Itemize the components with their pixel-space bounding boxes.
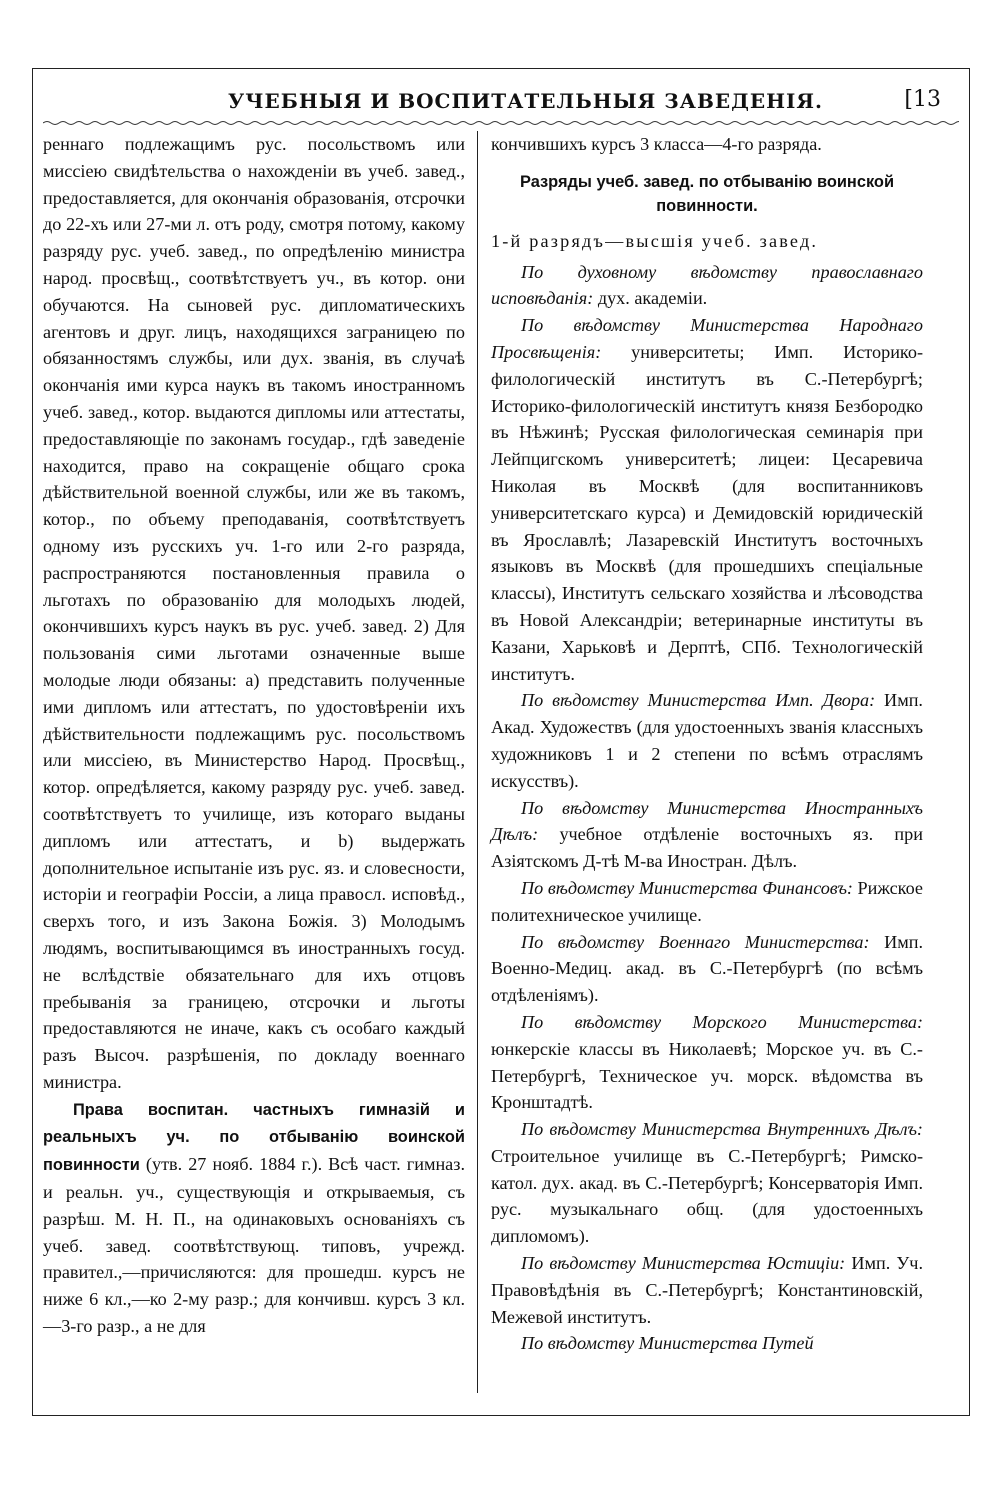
ministry-item xyxy=(491,312,923,687)
ministry-name: По вѣдомству Военнаго Министерства: xyxy=(521,931,870,952)
column-divider xyxy=(477,131,478,1393)
ministry-item xyxy=(491,1330,923,1357)
ministry-institutions: учебное отдѣленіе восточныхъ яз. при Азіятскомъ Д-тѣ М-ва Иностран. Дѣлъ. xyxy=(491,824,923,872)
ministry-institutions: университеты; Имп. Историко-филологическій институтъ въ С.-Петербургѣ; Историко-филологическій институтъ князя Безбородко въ Нѣжинѣ; Русская филологическая семинарія при Лейпцигскомъ университетѣ; лицеи: Цесаревича Николая въ Москвѣ (для воспитанниковъ университетскаго курса) и Демидовскій юридическій въ Ярославлѣ; Лазаревскій Институтъ восточныхъ языковъ въ Москвѣ (для прошедшихъ спеціальные классы), Институтъ сельскаго хозяйства и лѣсоводства въ Новой Александріи; ветеринарные институты въ Казани, Харьковѣ и Дерптѣ, СПб. Технологическій институтъ. xyxy=(491,341,923,684)
ministry-institutions: Имп. Уч. Правовѣдѣнія въ С.-Петербургѣ; Константиновскій, Межевой институтъ. xyxy=(491,1253,924,1327)
right-column xyxy=(491,131,923,1357)
ministry-item xyxy=(491,795,923,875)
ministry-item xyxy=(491,1250,923,1330)
left-column xyxy=(43,131,465,1340)
ministry-list xyxy=(491,259,923,1358)
ministry-name: По вѣдомству Министерства Финансовъ: xyxy=(521,877,853,898)
category-heading: 1-й разрядъ—высшія учеб. завед. xyxy=(491,230,819,251)
ministry-item xyxy=(491,1116,923,1250)
ministry-item xyxy=(491,1009,923,1116)
running-title: УЧЕБНЫЯ И ВОСПИТАТЕЛЬНЫЯ ЗАВЕДЕНІЯ. xyxy=(228,89,823,113)
ministry-name: По вѣдомству Министерства Внутреннихъ Дѣлъ: xyxy=(521,1119,923,1140)
section-heading: Разряды учеб. завед. по отбыванію воинской повинности. xyxy=(519,172,895,215)
ministry-institutions: Строительное училище въ С.-Петербургѣ; Римско-катол. дух. акад. въ С.-Петербургѣ; Консерваторія Имп. рус. музыкальнаго общ. (для удостоенныхъ дипломомъ). xyxy=(491,1145,923,1247)
ministry-item xyxy=(491,259,923,313)
ministry-item xyxy=(491,929,923,1009)
ministry-name: По вѣдомству Министерства Путей xyxy=(521,1333,814,1354)
ministry-item xyxy=(491,875,923,929)
ministry-name: По вѣдомству Морского Министерства: xyxy=(521,1011,923,1032)
page-header xyxy=(33,83,969,119)
ministry-name: По вѣдомству Министерства Народнаго Просвѣщенія: xyxy=(491,315,923,362)
ministry-institutions: юнкерскіе классы въ Николаевѣ; Морское уч. въ С.-Петербургѣ, Техническое уч. морск. вѣдомства въ Кронштадтѣ. xyxy=(491,1038,923,1113)
ministry-institutions: Имп. Акад. Художествъ (для удостоенныхъ званія классныхъ художниковъ 1 и 2 степени по всѣмъ отраслямъ искусствъ). xyxy=(491,690,923,791)
page-frame xyxy=(32,68,970,1416)
rights-heading: Права воспитан. частныхъ гимназій и реальныхъ уч. по отбыванію воинской повинности xyxy=(43,1100,465,1175)
right-paragraph: кончившихъ курсъ 3 класса—4-го разряда. xyxy=(491,134,822,154)
ministry-institutions: Рижское политехническое училище. xyxy=(491,877,923,925)
ministry-institutions: Имп. Военно-Медиц. акад. въ С.-Петербургѣ (по всѣмъ отдѣленіямъ). xyxy=(491,931,923,1006)
wavy-rule xyxy=(43,119,959,127)
ministry-name: По вѣдомству Министерства Имп. Двора: xyxy=(521,690,876,711)
ministry-item xyxy=(491,687,923,794)
left-paragraph: реннаго подлежащимъ рус. посольствомъ или миссіею свидѣтельства о нахожденіи въ учеб. завед., предоставляется, для окончанія образованія, отсрочки до 22-хъ или 27-ми л. отъ роду, смотря потому, какому разряду рус. учеб. завед., по опредѣленію министра народ. просвѣщ., соотвѣтствуетъ уч., въ котор. они обучаются. На сыновей рус. дипломатическихъ агентовъ и друг. лицъ, находящихся заграницею по обязанностямъ службы, или дух. званія, въ случаѣ окончанія ими курса наукъ въ такомъ иностранномъ учеб. завед., котор. выдаются дипломы или аттестаты, предоставляющіе по законамъ государ., гдѣ заведеніе находится, право на сокращеніе общаго срока дѣйствительной военной службы, или же въ такомъ, котор., по объему преподаванія, соотвѣтствуетъ одному изъ русскихъ уч. 1-го или 2-го разряда, распространяются постановленныя правила о льготахъ по образованію для молодыхъ людей, окончившихъ курсъ наукъ въ рус. учеб. завед. 2) Для пользованія сими льготами означенные выше молодые люди обязаны: a) представить полученные ими дипломъ или аттестатъ, по удостовѣреніи ихъ дѣйствительности подлежащимъ рус. посольствомъ или миссіею, въ Министерство Народ. Просвѣщ., котор. опредѣляется, какому разряду рус. учеб. завед. соотвѣтствуетъ то училище, изъ котораго выданы дипломъ или аттестатъ, и b) выдержать дополнительное испытаніе изъ рус. яз. и словесности, исторіи и географіи Россіи, а лица правосл. исповѣд., сверхъ того, и изъ Закона Божія. 3) Молодымъ людямъ, воспитывающимся въ иностранныхъ госуд. не вслѣдствіе обязательнаго для ихъ отцовъ пребыванія за границею, отсрочки и льготы предоставляются не иначе, какъ съ особаго каждый разъ Высоч. разрѣшенія, по докладу военнаго министра. xyxy=(43,134,465,1092)
ministry-name: По духовному вѣдомству православнаго исповѣданія: xyxy=(491,261,923,309)
page-number: [13 xyxy=(904,87,941,112)
rights-text: (утв. 27 нояб. 1884 г.). Всѣ част. гимназ. и реальн. уч., существующія и открываемыя, съ разрѣш. М. Н. П., на одинаковыхъ основаніяхъ съ учеб. завед. соотвѣтствующ. типовъ, учрежд. правител.,—причисляются: для прошедш. курсъ не ниже 6 кл.,—ко 2-му разр.; для кончивш. курсъ 3 кл.—3-го разр., а не для xyxy=(43,1154,465,1337)
left-paragraph-rights xyxy=(43,1096,465,1340)
ministry-name: По вѣдомству Министерства Иностранныхъ Дѣлъ: xyxy=(491,797,923,845)
ministry-name: По вѣдомству Министерства Юстиціи: xyxy=(521,1253,846,1274)
ministry-institutions: дух. академіи. xyxy=(593,288,708,309)
